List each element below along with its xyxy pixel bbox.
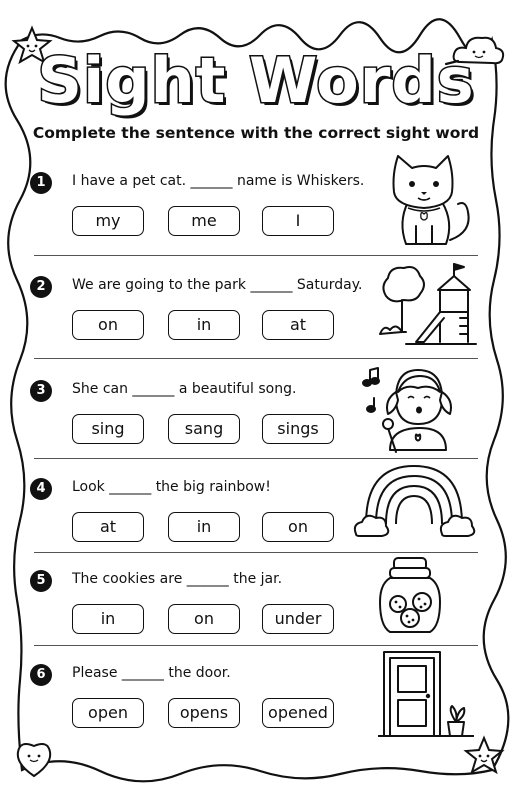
question-number: 6: [30, 664, 52, 686]
divider: [34, 255, 478, 256]
question-number: 5: [30, 570, 52, 592]
door-icon: [378, 648, 474, 740]
answer-option[interactable]: on: [72, 310, 144, 340]
question-sentence: Please ______ the door.: [72, 665, 231, 681]
answer-option[interactable]: opens: [168, 698, 240, 728]
answer-option[interactable]: open: [72, 698, 144, 728]
rainbow-icon: [352, 460, 476, 540]
question-number: 4: [30, 478, 52, 500]
question-number: 1: [30, 172, 52, 194]
question-sentence: Look ______ the big rainbow!: [72, 479, 271, 495]
question-sentence: She can ______ a beautiful song.: [72, 381, 297, 397]
divider: [34, 358, 478, 359]
answer-option[interactable]: opened: [262, 698, 334, 728]
answer-option[interactable]: I: [262, 206, 334, 236]
answer-option[interactable]: sings: [262, 414, 334, 444]
heart-icon: [18, 744, 50, 776]
answer-option[interactable]: me: [168, 206, 240, 236]
cookie-jar-icon: [378, 556, 442, 636]
singing-girl-icon: [360, 362, 456, 454]
answer-option[interactable]: sing: [72, 414, 144, 444]
cat-icon: [384, 152, 476, 250]
question-number: 2: [30, 276, 52, 298]
playground-icon: [376, 262, 480, 348]
answer-option[interactable]: on: [262, 512, 334, 542]
answer-option[interactable]: under: [262, 604, 334, 634]
question-sentence: We are going to the park ______ Saturday.: [72, 277, 363, 293]
answer-option[interactable]: in: [72, 604, 144, 634]
instructions: Complete the sentence with the correct sight word: [32, 124, 480, 142]
divider: [34, 458, 478, 459]
answer-option[interactable]: sang: [168, 414, 240, 444]
divider: [34, 645, 478, 646]
star-icon: [466, 738, 502, 772]
divider: [34, 552, 478, 553]
question-sentence: I have a pet cat. ______ name is Whiskers.: [72, 173, 365, 189]
question-number: 3: [30, 380, 52, 402]
answer-option[interactable]: in: [168, 512, 240, 542]
answer-option[interactable]: at: [262, 310, 334, 340]
answer-option[interactable]: on: [168, 604, 240, 634]
answer-option[interactable]: my: [72, 206, 144, 236]
worksheet-title: Sight Words: [37, 44, 475, 117]
answer-option[interactable]: in: [168, 310, 240, 340]
question-sentence: The cookies are ______ the jar.: [72, 571, 283, 587]
answer-option[interactable]: at: [72, 512, 144, 542]
